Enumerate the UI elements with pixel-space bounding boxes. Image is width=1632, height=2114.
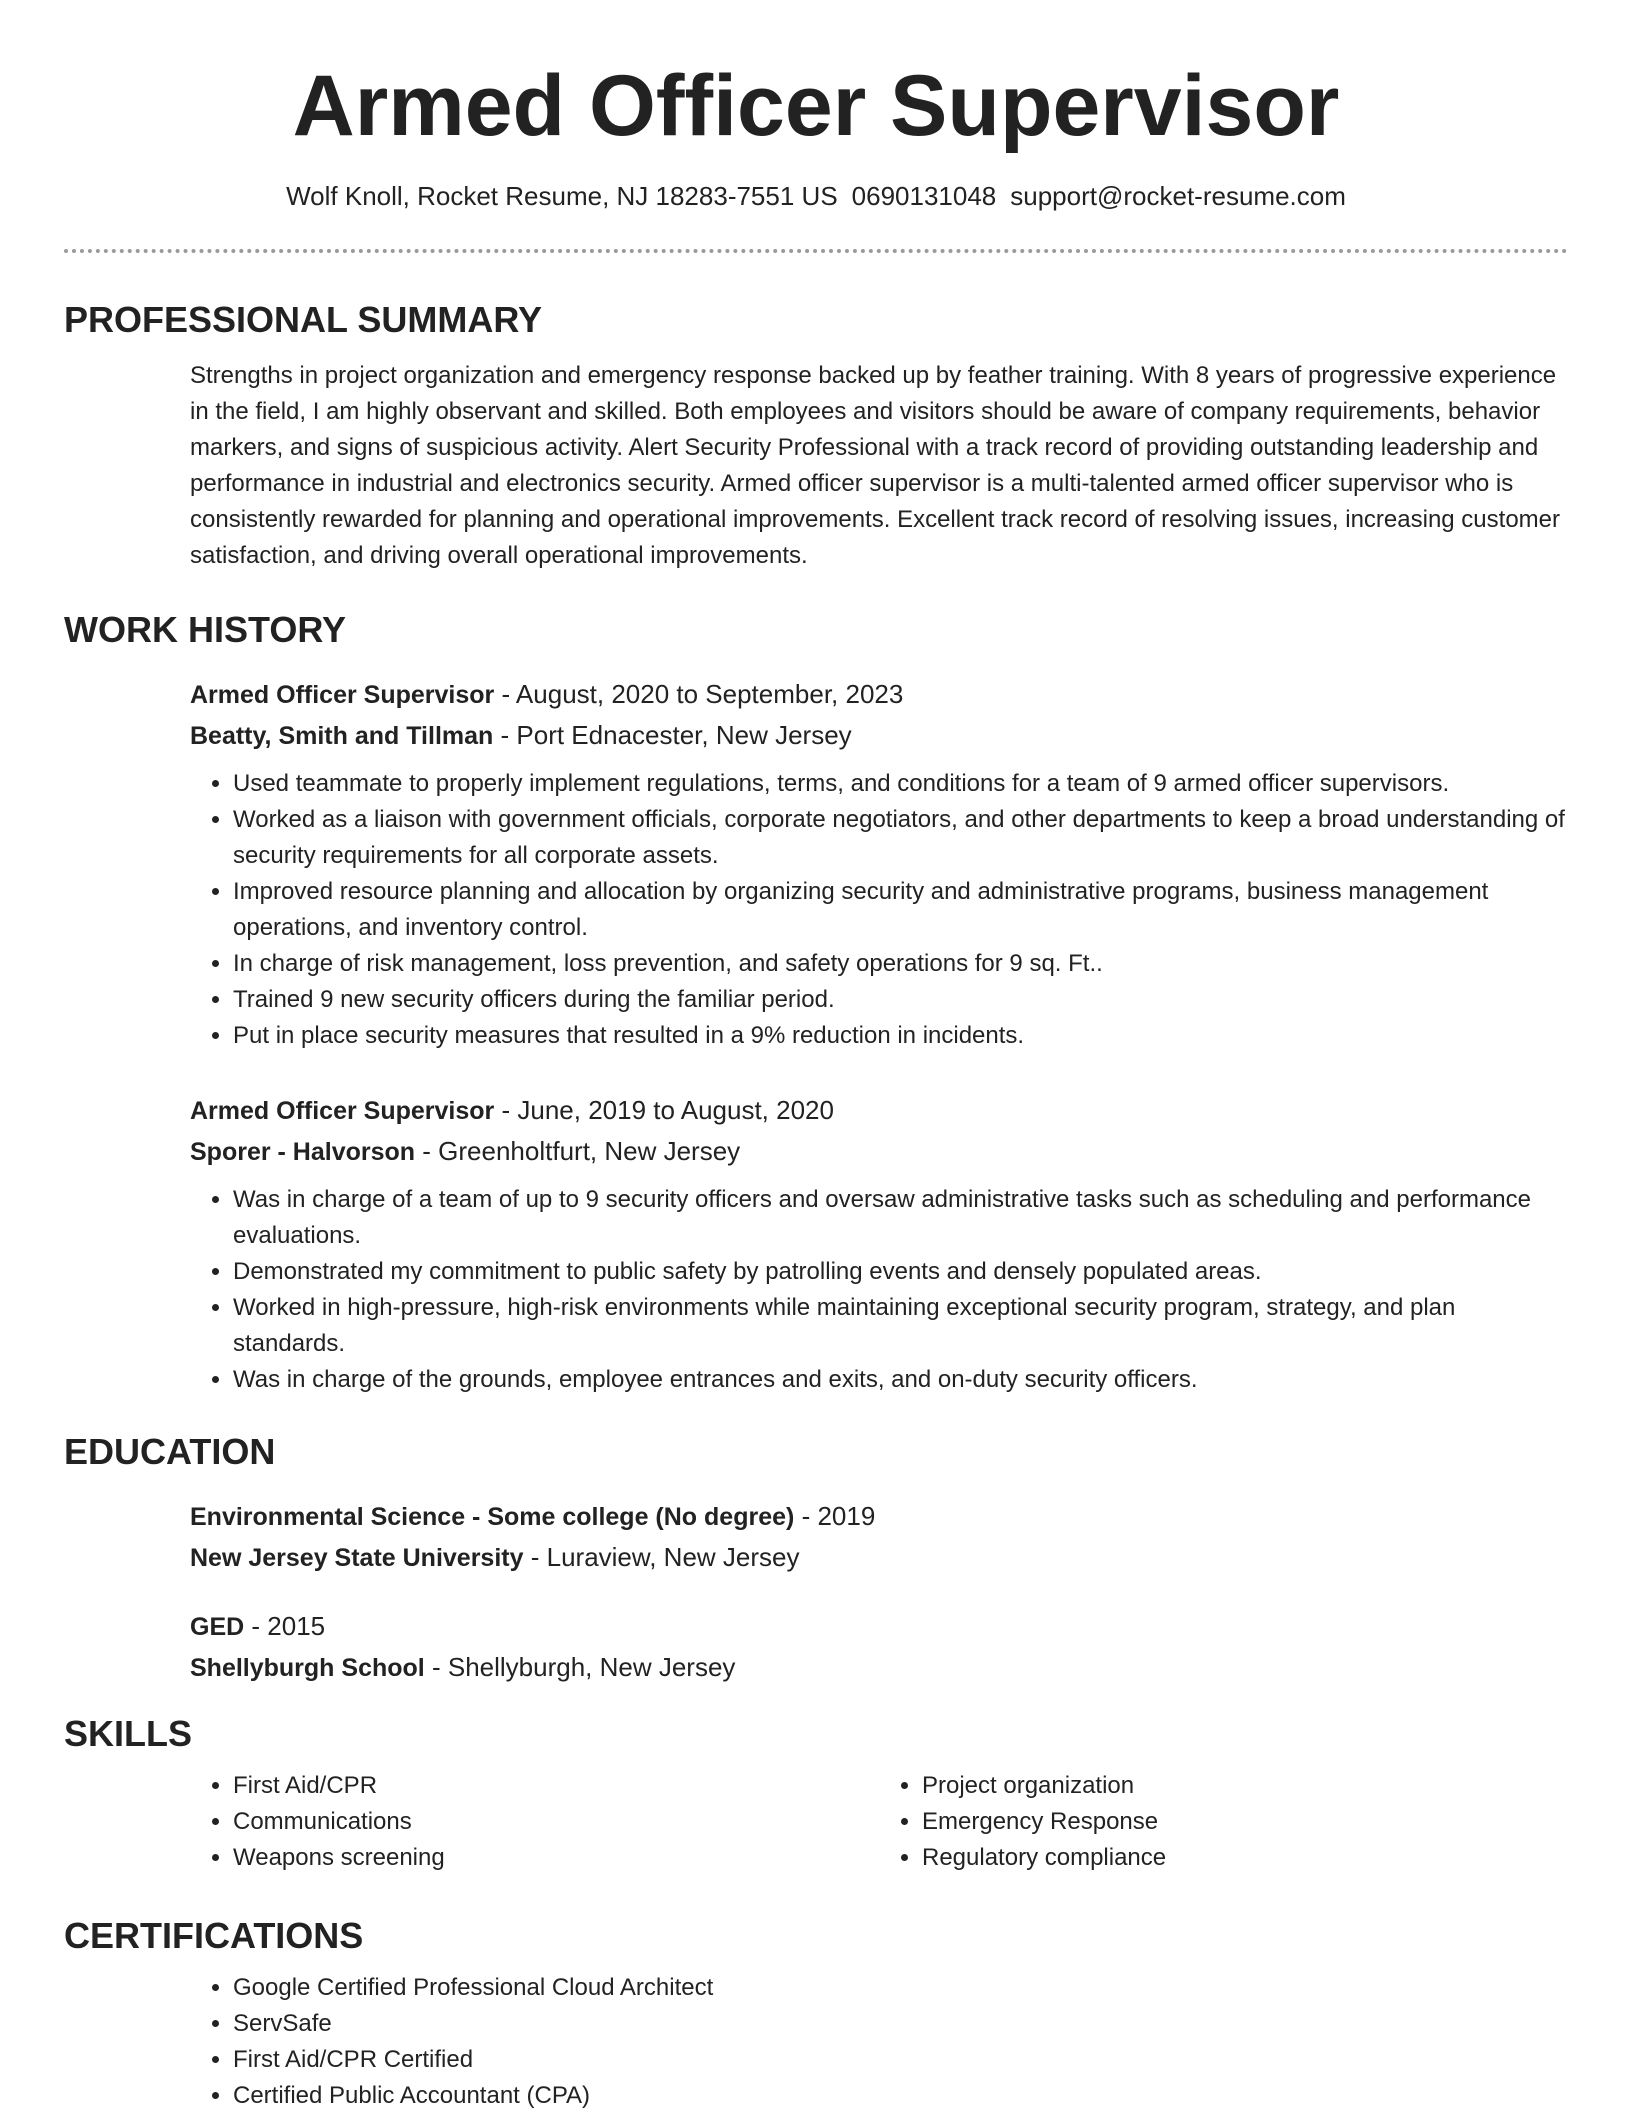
education-school-line	[190, 1647, 1568, 1688]
work-history-heading: WORK HISTORY	[64, 609, 347, 650]
certification-item: • First Aid/CPR Certified	[233, 2042, 1568, 2078]
education-year: - 2019	[794, 1501, 876, 1531]
contact-address: Wolf Knoll, Rocket Resume, NJ 18283-7551 US	[286, 181, 838, 211]
job-title-line	[190, 1090, 1568, 1131]
job-entry	[64, 674, 1568, 1054]
summary-text: Strengths in project organization and emergency response backed up by feather training. With 8 years of progressive experience in the field, I am highly observant and skilled. Both employees and visitors should be aware of company requirements, behavior markers, and signs of suspicious activity. Alert Security Professional with a track record of providing outstanding leadership and performance in industrial and electronics security. Armed officer supervisor is a multi-talented armed officer supervisor who is consistently rewarded for planning and operational improvements. Excellent track record of resolving issues, increasing customer satisfaction, and driving overall operational improvements.	[190, 362, 1561, 569]
job-bullets	[190, 766, 1568, 1054]
job-bullet: • Demonstrated my commitment to public safety by patrolling events and densely populated areas.	[233, 1254, 1568, 1290]
skills-section	[64, 1712, 1568, 1876]
skill-item: • First Aid/CPR	[233, 1768, 879, 1804]
job-dates: - August, 2020 to September, 2023	[494, 679, 904, 709]
education-degree-line	[190, 1496, 1568, 1537]
summary-section	[64, 298, 1568, 574]
job-bullet: • Used teammate to properly implement regulations, terms, and conditions for a team of 9 armed officer supervisors.	[233, 766, 1568, 802]
skill-item: • Communications	[233, 1804, 879, 1840]
skill-item: • Weapons screening	[233, 1840, 879, 1876]
certification-item: • ServSafe	[233, 2006, 1568, 2042]
job-entry	[64, 1090, 1568, 1398]
contact-phone: 0690131048	[851, 181, 997, 211]
job-bullet: • Was in charge of the grounds, employee entrances and exits, and on-duty security officers.	[233, 1362, 1568, 1398]
contact-email: support@rocket-resume.com	[1010, 181, 1346, 211]
job-company: Sporer - Halvorson	[190, 1138, 416, 1166]
job-bullet: • In charge of risk management, loss prevention, and safety operations for 9 sq. Ft..	[233, 946, 1568, 982]
work-history-section	[64, 608, 1568, 652]
certification-item: • Certified Public Accountant (CPA)	[233, 2078, 1568, 2114]
certification-item: • Google Certified Professional Cloud Architect	[233, 1970, 1568, 2006]
summary-heading: PROFESSIONAL SUMMARY	[64, 299, 543, 340]
skill-item: • Project organization	[922, 1768, 1568, 1804]
skills-heading: SKILLS	[64, 1713, 193, 1754]
job-location: - Port Ednacester, New Jersey	[493, 720, 852, 750]
skills-columns	[190, 1768, 1568, 1876]
job-location: - Greenholtfurt, New Jersey	[415, 1136, 741, 1166]
certifications-heading: CERTIFICATIONS	[64, 1915, 364, 1956]
job-bullet: • Worked as a liaison with government officials, corporate negotiators, and other departments to keep a broad understanding of security requirements for all corporate assets.	[233, 802, 1568, 874]
job-company-line	[190, 1131, 1568, 1172]
job-bullet: • Was in charge of a team of up to 9 security officers and oversaw administrative tasks such as scheduling and performance evaluations.	[233, 1182, 1568, 1254]
certifications-list	[190, 1970, 1568, 2114]
contact-line	[64, 180, 1568, 212]
education-year: - 2015	[244, 1611, 326, 1641]
education-school-line	[190, 1537, 1568, 1578]
education-location: - Luraview, New Jersey	[523, 1542, 800, 1572]
resume-page	[64, 0, 1568, 2109]
education-school: New Jersey State University	[190, 1544, 524, 1572]
header-divider	[64, 249, 1568, 253]
education-section	[64, 1430, 1568, 1474]
job-company: Beatty, Smith and Tillman	[190, 722, 494, 750]
education-location: - Shellyburgh, New Jersey	[424, 1652, 736, 1682]
job-bullets	[190, 1182, 1568, 1398]
education-school: Shellyburgh School	[190, 1654, 425, 1682]
education-entry	[64, 1606, 1568, 1688]
education-degree: GED	[190, 1613, 245, 1641]
education-entry	[64, 1496, 1568, 1578]
job-title-line	[190, 674, 1568, 715]
skill-item: • Regulatory compliance	[922, 1840, 1568, 1876]
education-degree: Environmental Science - Some college (No degree)	[190, 1503, 795, 1531]
skills-list-left	[190, 1768, 879, 1876]
job-title: Armed Officer Supervisor	[190, 1097, 495, 1125]
job-bullet: • Put in place security measures that resulted in a 9% reduction in incidents.	[233, 1018, 1568, 1054]
education-heading: EDUCATION	[64, 1431, 276, 1472]
job-company-line	[190, 715, 1568, 756]
job-dates: - June, 2019 to August, 2020	[494, 1095, 834, 1125]
job-title: Armed Officer Supervisor	[190, 681, 495, 709]
resume-name: Armed Officer Supervisor	[292, 58, 1340, 154]
job-bullet: • Worked in high-pressure, high-risk environments while maintaining exceptional security program, strategy, and plan standards.	[233, 1290, 1568, 1362]
education-degree-line	[190, 1606, 1568, 1647]
job-bullet: • Improved resource planning and allocation by organizing security and administrative programs, business management operations, and inventory control.	[233, 874, 1568, 946]
skills-list-right	[879, 1768, 1568, 1876]
job-bullet: • Trained 9 new security officers during the familiar period.	[233, 982, 1568, 1018]
certifications-section	[64, 1914, 1568, 2114]
skill-item: • Emergency Response	[922, 1804, 1568, 1840]
